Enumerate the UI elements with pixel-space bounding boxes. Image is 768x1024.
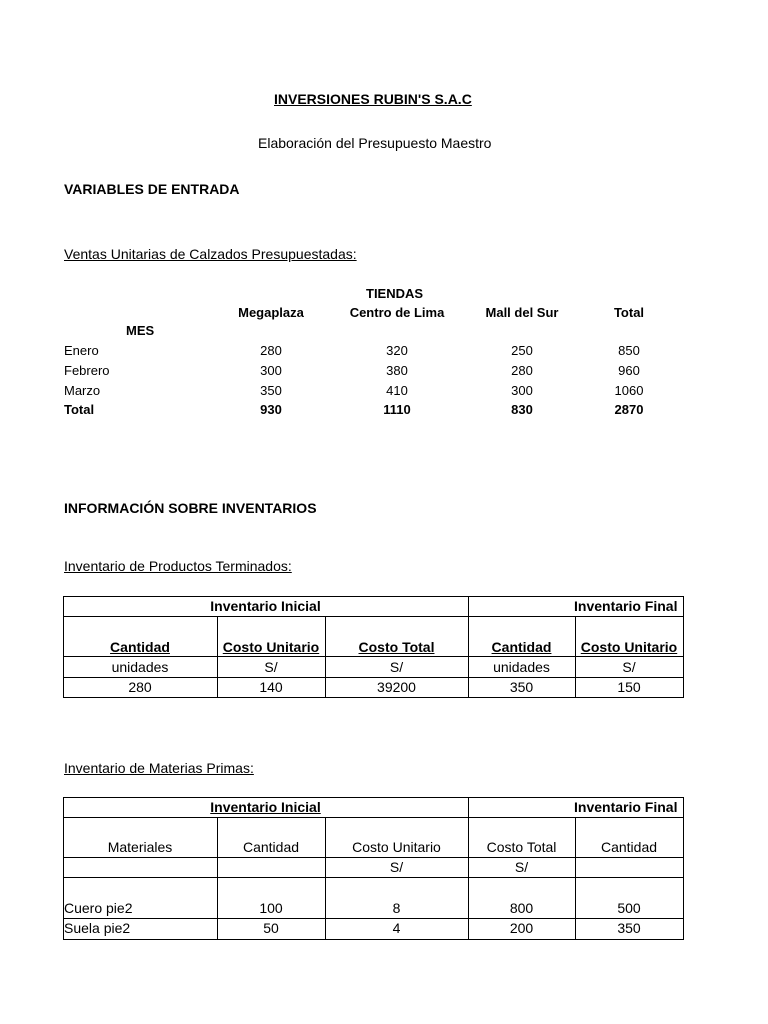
cell-value: 300 xyxy=(511,383,533,398)
cell-total: 2870 xyxy=(614,402,644,417)
productos-title: Inventario de Productos Terminados: xyxy=(64,558,292,574)
cell-total: 1110 xyxy=(383,402,411,417)
cell-value: 1060 xyxy=(614,383,644,398)
cell-value: 250 xyxy=(511,343,533,358)
col-mall-sur: Mall del Sur xyxy=(485,305,559,320)
value-cell: 4 xyxy=(392,920,401,936)
cell-value: 320 xyxy=(386,343,408,358)
value-cell: 150 xyxy=(617,679,641,695)
value-cell: 350 xyxy=(509,679,534,695)
inventario-final-label: Inventario Final xyxy=(574,598,678,614)
material-name: Suela pie2 xyxy=(64,920,131,936)
total-label: Total xyxy=(64,402,95,417)
unit-cell: S/ xyxy=(514,859,529,875)
unit-cell: S/ xyxy=(389,659,404,675)
inventario-final-label: Inventario Final xyxy=(574,799,678,815)
value-cell: 280 xyxy=(128,679,152,695)
header-costo-total: Costo Total xyxy=(486,839,557,855)
header-materiales: Materiales xyxy=(107,839,173,855)
unit-cell: S/ xyxy=(389,859,404,875)
mes-label: Marzo xyxy=(64,383,101,398)
header-costo-unitario: Costo Unitario xyxy=(352,839,441,855)
material-name: Cuero pie2 xyxy=(64,900,133,916)
header-costo-unitario: Costo Unitario xyxy=(222,639,320,655)
header-cantidad: Cantidad xyxy=(110,639,170,655)
cell-value: 350 xyxy=(260,383,282,398)
cell-total: 930 xyxy=(260,402,282,417)
value-cell: 39200 xyxy=(377,679,416,695)
col-centro-lima: Centro de Lima xyxy=(349,305,445,320)
value-cell: 350 xyxy=(617,920,641,936)
value-cell: 50 xyxy=(263,920,279,936)
section-inventarios: INFORMACIÓN SOBRE INVENTARIOS xyxy=(64,500,317,516)
col-total: Total xyxy=(613,305,645,320)
header-cantidad-final: Cantidad xyxy=(600,839,658,855)
value-cell: 140 xyxy=(259,679,283,695)
inventario-inicial-label: Inventario Inicial xyxy=(210,799,321,815)
header-cantidad: Cantidad xyxy=(242,839,300,855)
ventas-title: Ventas Unitarias de Calzados Presupuestadas: xyxy=(64,246,357,262)
header-costo-unitario-final: Costo Unitario xyxy=(580,639,678,655)
value-cell: 200 xyxy=(509,920,534,936)
cell-value: 300 xyxy=(260,363,282,378)
value-cell: 100 xyxy=(259,900,283,916)
mes-label: Febrero xyxy=(64,363,110,378)
cell-value: 960 xyxy=(618,363,640,378)
cell-value: 280 xyxy=(511,363,533,378)
company-title: INVERSIONES RUBIN'S S.A.C xyxy=(274,91,472,107)
inventario-inicial-label: Inventario Inicial xyxy=(210,598,321,614)
cell-value: 380 xyxy=(386,363,408,378)
value-cell: 800 xyxy=(509,900,534,916)
header-cantidad-final: Cantidad xyxy=(491,639,552,655)
cell-value: 850 xyxy=(618,343,640,358)
tiendas-header: TIENDAS xyxy=(366,286,424,301)
value-cell: 8 xyxy=(392,900,401,916)
cell-value: 280 xyxy=(260,343,282,358)
mes-label: Enero xyxy=(64,343,99,358)
col-megaplaza: Megaplaza xyxy=(238,305,304,320)
unit-cell: unidades xyxy=(111,659,169,675)
unit-cell: S/ xyxy=(622,659,636,675)
section-variables-entrada: VARIABLES DE ENTRADA xyxy=(64,181,240,197)
materias-title: Inventario de Materias Primas: xyxy=(64,760,254,776)
document-subtitle: Elaboración del Presupuesto Maestro xyxy=(258,135,492,151)
cell-value: 410 xyxy=(386,383,408,398)
header-costo-total: Costo Total xyxy=(358,639,435,655)
unit-cell: unidades xyxy=(493,659,550,675)
value-cell: 500 xyxy=(617,900,641,916)
mes-header: MES xyxy=(126,323,155,338)
unit-cell: S/ xyxy=(264,659,278,675)
cell-total: 830 xyxy=(511,402,533,417)
